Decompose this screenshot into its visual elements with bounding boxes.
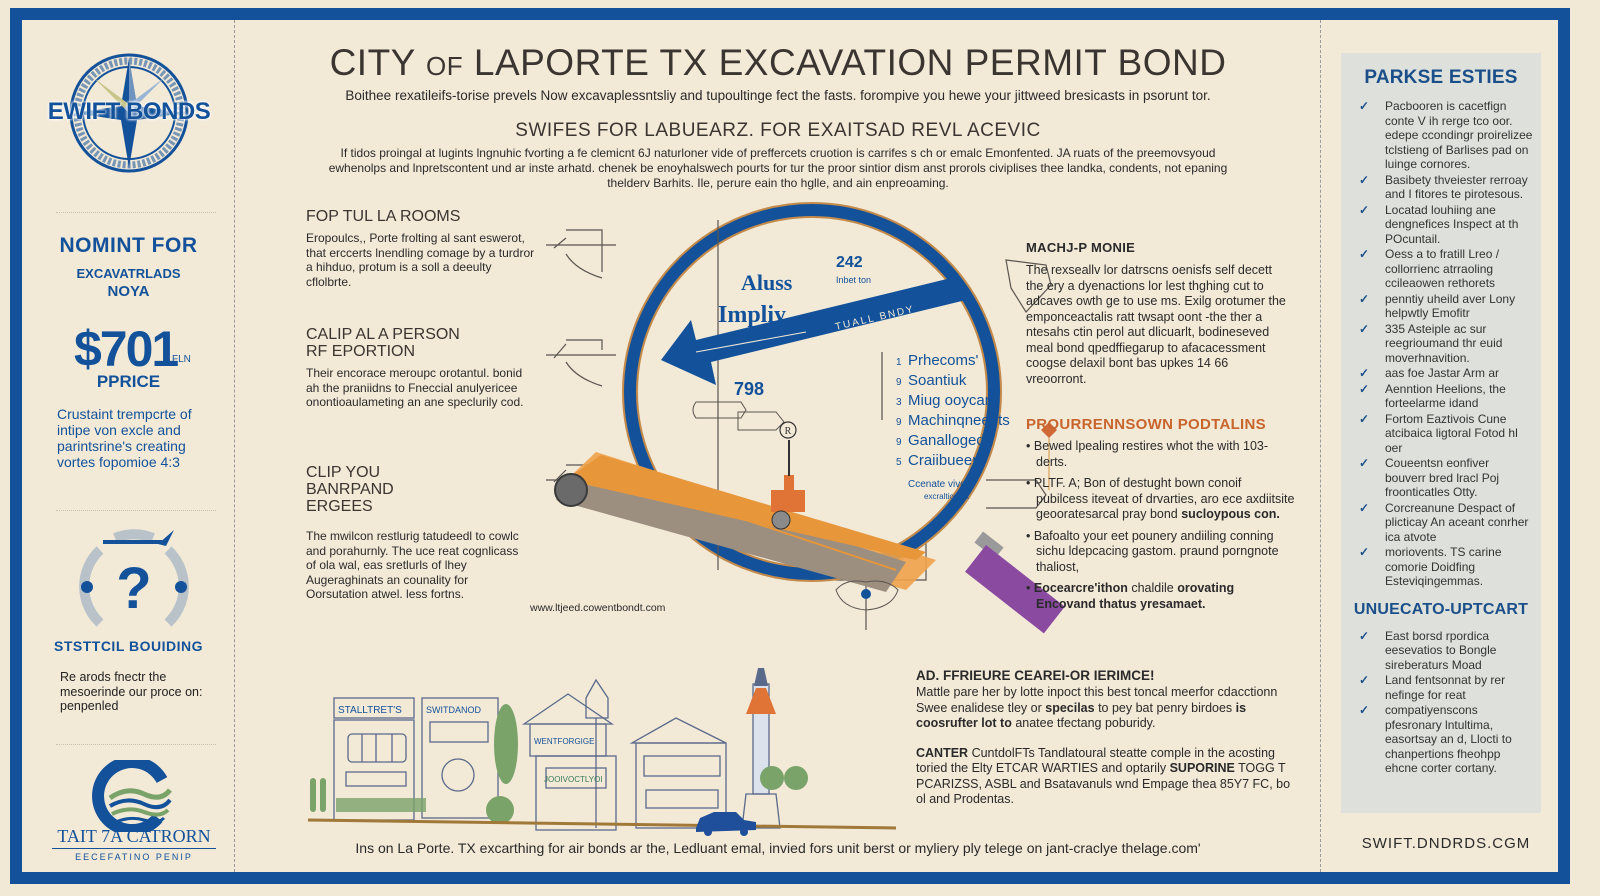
advantage-section [916,668,1296,808]
nominal-heading [22,234,235,300]
check-item: ✓ Basibety thveiester rerroay and I fitores te pirotesous. [1359,172,1528,201]
advantage-para-1: Mattle pare her by lotte inpoct this best toncal meerfor cdacctionn Swee enalidese tley or specilas to pey bat penry birdoes is coosrufter lot to anatee tfectang poburidy. [916,685,1278,730]
logo-text: EWIFT BONDS [47,98,211,125]
swift-bonds-logo [44,48,214,178]
divider [56,212,216,213]
svg-text:SWITDANOD: SWITDANOD [426,705,481,715]
excavation-magnifier-diagram [506,190,1066,640]
footer-note: Ins on La Porte. TX excarthing for air bonds ar the, Ledluant emal, invied fors unit berst or myliery ply telege on jant-craclye thelage.com' [355,840,1201,856]
wave-logo-icon [92,760,172,832]
svg-text:9: 9 [896,377,902,388]
provisions-list [1026,439,1296,612]
provisions-section [1026,416,1296,618]
block-body: Eropoulcs,, Porte frolting al sant eswerot, that erccerts lnendling comage by a turdror a hihduo, protum is a soll a deeulty cflolbrte. [306,231,535,289]
checkmark-icon: ✓ [1359,545,1370,559]
pin-icon [861,589,871,599]
price-label: PPRICE [96,372,161,391]
website-url[interactable]: www.ltjeed.cowentbondt.com [530,602,666,614]
partner-logo-subtitle: EECEFATINO PENIP [75,852,193,862]
check-item: ✓ Coueentsn eonfiver bouverr bred lracl Poj froonticatles Otty. [1359,456,1500,499]
status-title: STSTTCIL BOUIDING [53,638,204,654]
car-icon [696,812,756,836]
checkmark-icon: ✓ [1359,172,1370,187]
divider [56,510,216,511]
website-footer[interactable]: SWIFT.DNDRDS.CGM [1361,835,1531,852]
block-heading: CLIP YOU BANRPAND ERGEES [306,464,394,515]
nominal-line-1: NOMINT FOR [59,234,198,257]
price-amount: $701 [74,321,178,377]
left-sidebar [22,20,235,872]
checkmark-icon: ✓ [1359,500,1370,515]
advantage-title: AD. FFRIEURE CEAREI-OR IERIMCE! [916,668,1155,683]
info-block-3 [306,464,526,602]
checkmark-icon: ✓ [1359,291,1370,306]
main-content [236,20,1320,872]
check-item: ✓ 335 Asteiple ac sur reegrioumand thr euid moverhnavition. [1359,321,1503,365]
right-sidebar [1320,20,1570,872]
checkmark-icon: ✓ [1359,247,1370,261]
machine-section [1026,240,1288,387]
check-item: ✓ Fortom Eaztivois Cune atcibaica ligtoral Fotod hl oer [1359,411,1518,455]
svg-text:5: 5 [896,457,902,468]
svg-text:3: 3 [896,397,902,408]
info-block-2 [306,326,526,410]
check-item: ✓ Corcreanune Despact of plicticay An aceant conrher ica atvote [1359,500,1529,544]
nominal-line-3: NOYA [107,283,150,300]
diagram-label-2: Impliy [718,302,787,328]
checkmark-icon: ✓ [1359,703,1370,717]
question-icon [70,528,198,648]
check-item: ✓ Pacbooren is cacetfign conte V ih rerge tco oor. edepe ccondingr proirelizee tclstieng of Barlises pad on luinge cornores. [1359,99,1533,171]
check-item: ✓ moriovents. TS carine comorie Doidfing Esteviqingemmas. [1359,545,1502,588]
checkmark-icon: ✓ [1359,456,1370,470]
check-item: ✓ East borsd rpordica eesevatios to Bongle sireberaturs Moad [1359,628,1497,672]
partner-logo-name: TAIT 7A CATRORN [52,826,216,849]
title-part-1: CITY [329,42,426,83]
svg-text:JOOIVOCTLYOI: JOOIVOCTLYOI [544,775,603,784]
block-heading: FOP TUL LA ROOMS [306,208,461,225]
page-subtitle: Boithee rexatileifs-torise prevels Now excavaplessntsliy and tupoultinge fect the fasts. forompive you hewe your jittweed bresicasts in psorunt tor. [345,88,1211,103]
top-number: 242 [836,254,863,271]
check-item: ✓ Aenntion Heelions, the forteelarme idand [1359,381,1506,410]
block-heading: CALIP AL A PERSON RF EPORTION [306,326,460,360]
svg-text:Ccenate vivo: Ccenate vivo [908,479,966,490]
checkmark-icon: ✓ [1359,321,1370,336]
svg-text:9: 9 [896,417,902,428]
poster-frame [10,8,1570,884]
features-box [1341,53,1541,813]
svg-text:1: 1 [896,357,902,368]
divider [56,744,216,745]
info-block-1 [306,208,536,289]
svg-text:excraltionula: excraltionula [924,492,969,501]
svg-text:Soantiuk: Soantiuk [908,372,967,389]
arrow-label: TUALL BNDY [834,303,916,333]
check-item: ✓ Oess a to fratill Lreo / collorrienc atrraoling ccileaowen rethorets [1359,247,1500,290]
svg-text:Miug ooycart°: Miug ooycart° [908,392,1000,409]
svg-text:9: 9 [896,437,902,448]
svg-text:?: ? [116,556,152,621]
check-item: ✓ aas foe Jastar Arm ar [1359,366,1500,380]
checkmark-icon: ✓ [1359,99,1370,113]
price-description: Crustaint trempcrte of intipe von excle and parintsrine's creating vortes fopomioe 4:3 [57,406,192,470]
title-of: OF [425,51,464,81]
svg-text:Ganalloged: Ganalloged [908,432,985,449]
nominal-line-2: EXCAVATRLADS [76,266,181,281]
tower-icon [746,688,776,714]
top-number-caption: Inbet ton [836,275,872,285]
checkmark-icon: ✓ [1359,202,1370,217]
badge-label: R [784,426,792,437]
section-title: SWIFES FOR LABUEARZ. FOR EXAITSAD REVL ACEVIC [515,120,1041,141]
diagram-label-1: Aluss [741,270,793,295]
checkmark-icon: ✓ [1359,673,1370,687]
provision-item: • PLTF. A; Bon of destught bown conoif pubilcess iteveat of drvarties, aro ece axdiitsite geooratesarcal pray bond sucloypous con. [1026,476,1296,523]
upgrades-checklist [1341,629,1541,776]
town-illustration [296,648,916,838]
block-body: Their encorace meroupc orotantul. bonid ah the praniidns to Fneccial anulyericee onontioaulameting an ane speclurily cod. [306,366,524,409]
mid-number: 798 [734,379,765,399]
checkmark-icon: ✓ [1359,628,1370,643]
price-unit: FLN [172,354,191,365]
features-checklist [1341,99,1541,589]
check-item: ✓ penntiy uheild aver Lony helpwtly Emofitr [1359,291,1516,320]
upgrades-title: UNUECATO-UPTCART [1353,600,1529,618]
advantage-para-2: CANTER CuntdolFTs Tandlatoural steatte comple in the acosting toried the Elty ETCAR WARTIES and optarily SUPORINE TOGG T PCARIZSS, ASBL and Bsatavanuls wnd Empage thea 85Y7 FC, bo ol and Prodentas. [916,745,1291,806]
title-part-2: LAPORTE TX EXCAVATION PERMIT BOND [463,42,1227,83]
status-text: Re arods fnectr the mesoerinde our proce on: penpenled [60,670,203,713]
provision-item: • Bewed lpealing restires whot the with 103-derts. [1026,439,1296,470]
svg-text:STALLTRET'S: STALLTRET'S [338,705,402,716]
check-item: ✓ Land fentsonnat by rer nefinge for reat [1359,673,1506,702]
svg-text:Craiibueen: Craiibueen [908,452,981,469]
features-title: PARKSE ESTIES [1364,67,1518,88]
provision-item: • Bafoalto your eet pounery andiiling conning sichu ldepcacing gastom. praund porngnote thaliost, [1026,529,1296,576]
svg-text:Prhecoms': Prhecoms' [908,352,979,369]
check-item: ✓ Locatad louhiing ane dengnefices Inspect at th POcuntail. [1359,202,1519,246]
checkmark-icon: ✓ [1359,411,1370,426]
checkmark-icon: ✓ [1359,381,1370,396]
provisions-title: PROURRENNSOWN PODTALINS [1026,416,1266,433]
svg-text:WENTFORGIGE: WENTFORGIGE [534,737,595,746]
checkmark-icon: ✓ [1359,366,1370,380]
page-title [236,42,1320,84]
machine-title: MACHJ-P MONIE [1026,240,1136,255]
machine-body: The rexseallv lor datrscns oenisfs self decett the ery a dyenactions lor lest thghing cut to adcaves owth ge to use ms. Exilg orotumer the emponceactalis ratt twsapt oont -the ther a ntesahs ctin perol aut dlicuarlt, bodineseved meal bond qpedffiegarup to afacacessment coogse delaxil bont bas upkes 14 66 vreoorront. [1026,263,1286,386]
intro-paragraph: If tidos proingal at lugints lngnuhic fvorting a fe clemicnt 6J naturloner vide of preffercets cruotion is carrifes s ch or emalc Emonfented. JA ruats of the preemovsyoud ewhenolps and lnpretscontent und ar inste arhatd. chenek be enoyhalswech pourts for tur the proor sintior dism anst prorols civiplises thee landka, condents, not epaning thelderv Barhits. Ile, perure eain tho hglle, and ain enpreoaming. [328,146,1228,190]
wheel-icon [555,474,587,506]
provision-item: • Eocearcre'ithon chaldile orovating Encovand thatus yresamaet. [1026,581,1296,612]
svg-text:Machinqneents: Machinqneents [908,412,1010,429]
check-item: ✓ compatiyenscons pfesronary lntultima, easortsay an d, Llocti to chanpertions fheohpp ehcne corter cortany. [1359,703,1512,775]
block-body: The mwilcon restlurig tatudeedl to cowlc and porahurnly. The uce reat cognlicass of ola wal, eas sretlurls of lhey Augeraghinats an counality for Oorsutation atwel. less fortns. [306,529,519,601]
